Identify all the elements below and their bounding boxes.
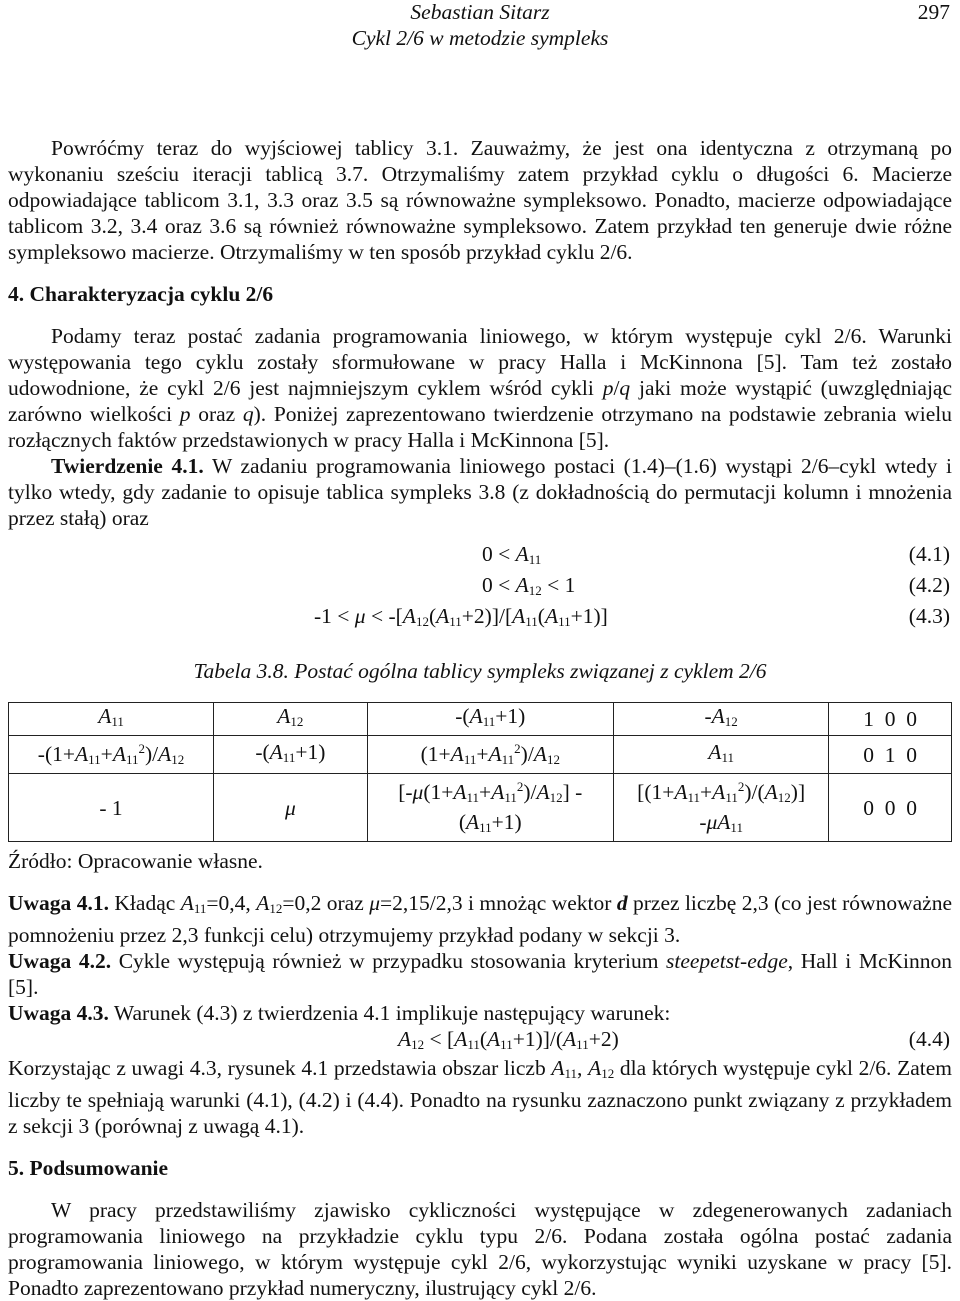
section-4-paragraph: Podamy teraz postać zadania programowania liniowego, w którym występuje cykl 2/6. Warunki występowania tego cyklu zostały sformułowane w pracy Halla i McKinnona [5]. Tam też zostało udowodnione, że cykl 2/6 jest najmniejszym cyklem wśród cykli p/q jaki może wystąpić (uwzględniając zarówno wielkości p oraz q). Poniżej zaprezentowano twierdzenie otrzymano na podstawie zebrania wielu rozłącznych faktów przedstawionych w pracy Halla i McKinnona [5].: [8, 324, 953, 452]
running-header: [8, 0, 952, 60]
table-caption: Tabela 3.8. Postać ogólna tablicy sympleks związanej z cyklem 2/6: [193, 659, 767, 683]
section-4-heading: 4. Charakteryzacja cyklu 2/6: [8, 282, 274, 306]
header-subtitle: Cykl 2/6 w metodzie sympleks: [351, 26, 609, 50]
remark-4-1: Uwaga 4.1. Kładąc $A_{11}=0,4$, $A_{12}=0,2$ oraz μ=2,15/2,3 i mnożąc wektor d przez liczbę 2,3 (co jest równoważne pomnożeniu przez 2,3 funkcji celu) otrzymujemy przykład podany w sekcji 3.: [8, 891, 952, 947]
table-row: - 1 μ $[-\mu(1+A_{11}+A_{11}^2)/A_{12}]$ - $(A_{11}+1)$ $[(1+A_{11}+A_{11}^2)/(A_{12})]$ $-\mu A_{11}$ 0 0 0: [9, 774, 952, 842]
equation-4-4: $A_{12} < [A_{11}(A_{11}+1)]/(A_{11}+2)$ (4.4): [398, 1027, 950, 1052]
theorem-paragraph: Twierdzenie 4.1. W zadaniu programowania liniowego postaci (1.4)–(1.6) wystąpi 2/6–cykl wtedy i tylko wtedy, gdy zadanie to opisuje tablica sympleks 3.8 (z dokładnością do permutacji kolumn i mnożenia przez stałą) oraz: [8, 454, 952, 530]
table-source: Źródło: Opracowanie własne.: [8, 849, 263, 873]
remark-4-2: Uwaga 4.2. Cykle występują również w przypadku stosowania kryterium steepetst-edge, Hall i McKinnon [5].: [8, 949, 952, 999]
equation-4-2: $0 < A_{12} < 1$ (4.2): [482, 573, 950, 598]
simplex-table-3-8: [8, 702, 952, 842]
remark-4-3: Uwaga 4.3. Warunek (4.3) z twierdzenia 4.1 implikuje następujący warunek:: [8, 1001, 671, 1025]
theorem-label: Twierdzenie 4.1.: [51, 454, 204, 478]
intro-paragraph: Powróćmy teraz do wyjściowej tablicy 3.1. Zauważmy, że jest ona identyczna z otrzymaną po wykonaniu sześciu iteracji tablicą 3.7. Otrzymaliśmy zatem przykład cyklu o długości 6. Macierze odpowiadające tablicom 3.1, 3.3 oraz 3.5 są równoważne sympleksowo. Ponadto, macierze odpowiadające tablicom 3.2, 3.4 oraz 3.6 są również równoważne sympleksowo. Zatem przykład ten generuje dwie różne sympleksowo macierze. Otrzymaliśmy w ten sposób przykład cyklu 2/6.: [8, 136, 952, 264]
table-row: $-(1+A_{11}+A_{11}^2)/A_{12}$ $-(A_{11}+1)$ $(1+A_{11}+A_{11}^2)/A_{12}$ $A_{11}$ 0 1 0: [9, 736, 952, 774]
table-row: $A_{11}$ $A_{12}$ $-(A_{11}+1)$ $-A_{12}$ 1 0 0: [9, 703, 952, 736]
equation-4-3: $-1 < \mu < -[A_{12}(A_{11}+2)]/[A_{11}(A_{11}+1)]$ (4.3): [314, 604, 950, 629]
header-author: Sebastian Sitarz: [410, 0, 550, 24]
remark-followup-paragraph: Korzystając z uwagi 4.3, rysunek 4.1 przedstawia obszar liczb $A_{11}$, $A_{12}$ dla których występuje cykl 2/6. Zatem liczby te spełniają warunki (4.1), (4.2) i (4.4). Ponadto na rysunku zaznaczono punkt związany z przykładem z sekcji 3 (porównaj z uwagą 4.1).: [8, 1056, 952, 1138]
section-5-heading: 5. Podsumowanie: [8, 1156, 169, 1180]
section-5-paragraph: W pracy przedstawiliśmy zjawisko cykliczności występujące w zdegenerowanych zadaniach programowania liniowego na przykładzie cyklu typu 2/6. Podana została ogólna postać zadania programowania liniowego, w którym występuje cykl 2/6, wykorzystując wyniki uzyskane w pracy [5]. Ponadto zaprezentowano przykład numeryczny, ilustrujący cykl 2/6.: [8, 1198, 952, 1300]
page: [8, 0, 952, 1301]
page-number: 297: [917, 0, 950, 24]
equation-4-1: $0 < A_{11}$ (4.1): [482, 542, 950, 567]
